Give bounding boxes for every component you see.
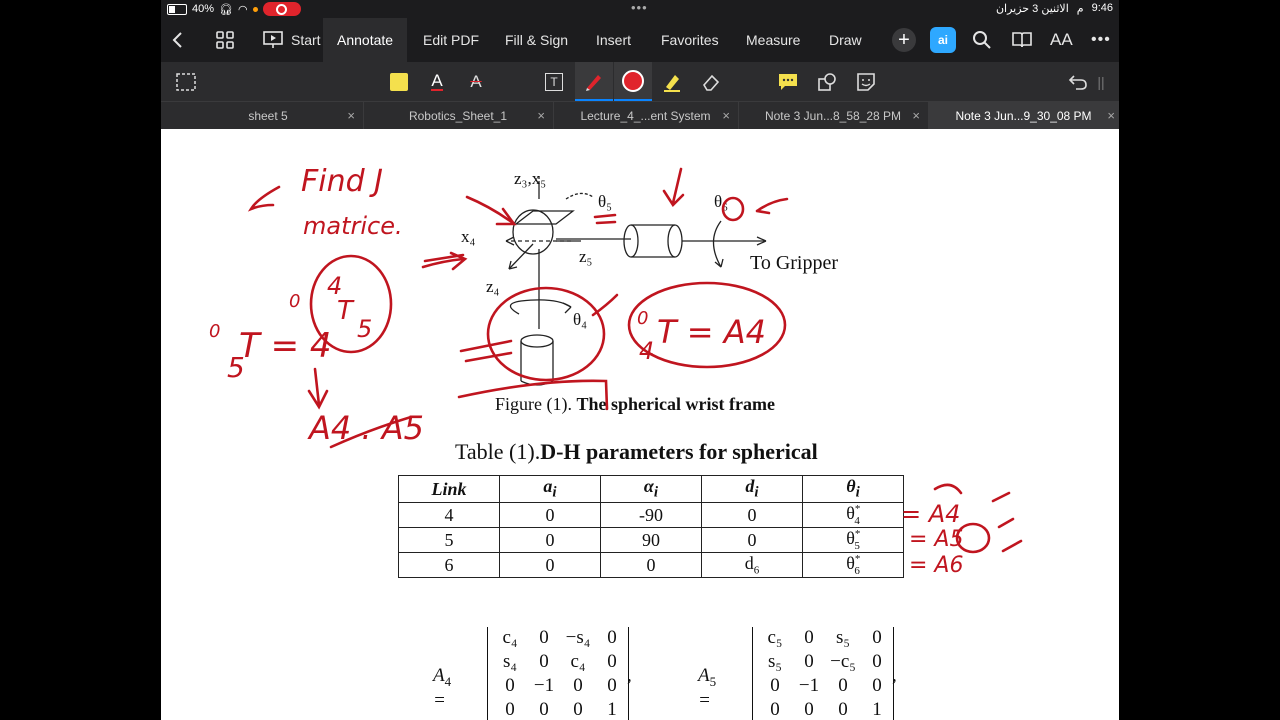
matrix-comma: , bbox=[627, 665, 632, 686]
ink-row6: = A6 bbox=[909, 553, 964, 578]
highlighter-tool[interactable] bbox=[653, 62, 691, 101]
textbox-icon: T bbox=[545, 73, 563, 91]
ink-eq-mid-sup: 0 bbox=[289, 291, 301, 312]
orange-dot-icon bbox=[253, 7, 258, 12]
label-theta5: θ₅ bbox=[598, 192, 613, 211]
label-z3x5: z₃,x₅ bbox=[514, 169, 547, 188]
header-text: Link bbox=[431, 478, 467, 499]
table-caption-prefix: Table (1). bbox=[455, 439, 541, 464]
shape-tool[interactable] bbox=[808, 62, 846, 101]
cell-a: 0 bbox=[500, 503, 601, 528]
ink-right-sub: 4 bbox=[639, 337, 655, 365]
matrix-cell: 0 bbox=[539, 699, 549, 720]
tab-favorites[interactable] bbox=[647, 18, 733, 62]
header-text: d bbox=[745, 476, 755, 497]
eraser-tool[interactable] bbox=[692, 62, 730, 101]
tab-label: Edit PDF bbox=[423, 32, 480, 48]
ink-circle-bottom: 5 bbox=[357, 315, 373, 343]
ink-eq-result: A4 . A5 bbox=[309, 409, 425, 447]
matrix-cell: s₅ bbox=[767, 651, 783, 672]
plus-icon: + bbox=[892, 28, 916, 52]
header-sub: i bbox=[754, 484, 759, 501]
matrix-cell: 0 bbox=[872, 675, 882, 696]
matrix-cell: 0 bbox=[539, 651, 549, 672]
matrix-comma: , bbox=[892, 665, 897, 686]
presentation-icon bbox=[263, 31, 283, 49]
lasso-icon bbox=[176, 73, 196, 91]
note-tool[interactable] bbox=[380, 62, 418, 101]
close-icon[interactable]: × bbox=[537, 108, 545, 123]
ink-right-sup: 0 bbox=[637, 308, 649, 329]
chevron-left-icon bbox=[171, 31, 185, 49]
label-to-gripper: To Gripper bbox=[750, 252, 839, 274]
matrix-cell: 0 bbox=[607, 675, 617, 696]
font-size-icon: AA bbox=[1050, 30, 1073, 49]
drag-handle-icon: || bbox=[1097, 73, 1105, 90]
ink-find-j: Find J bbox=[301, 164, 384, 199]
matrix-cell: −c₅ bbox=[830, 651, 856, 672]
doc-tab-robotics-sheet1[interactable] bbox=[363, 102, 554, 130]
matrix-cell: 0 bbox=[872, 651, 882, 672]
document-page[interactable] bbox=[161, 129, 1119, 720]
ink-circle-mid: T bbox=[337, 296, 353, 326]
cell-theta-symbol: θ bbox=[846, 528, 855, 549]
label-theta6: θ₆ bbox=[714, 192, 729, 211]
matrix-cell: −1 bbox=[798, 675, 820, 696]
matrix-cell: s₅ bbox=[835, 627, 851, 648]
cell-alpha: -90 bbox=[601, 503, 702, 528]
comment-tool[interactable] bbox=[769, 62, 807, 101]
start-button[interactable] bbox=[253, 18, 331, 62]
pen-color-swatch[interactable] bbox=[614, 62, 652, 101]
cell-d-sub: 6 bbox=[753, 564, 760, 577]
textbox-tool[interactable] bbox=[535, 62, 573, 101]
battery-percent: 40% bbox=[192, 3, 215, 15]
header-text: θ bbox=[846, 476, 856, 497]
matrix-cell: 0 bbox=[872, 627, 882, 648]
screen-record-icon[interactable] bbox=[263, 2, 301, 16]
cell-star: * bbox=[854, 503, 861, 516]
matrix-cell: s₄ bbox=[502, 651, 518, 672]
matrix-A5-name: $A_5$ = bbox=[698, 665, 717, 711]
status-time: 9:46 bbox=[1091, 2, 1113, 14]
doc-tab-label: Lecture_4_...ent System bbox=[580, 109, 711, 123]
header-sub: i bbox=[552, 484, 557, 501]
cell-link: 6 bbox=[399, 553, 500, 578]
header-text: a bbox=[543, 476, 553, 497]
cell-alpha: 90 bbox=[601, 528, 702, 553]
matrix-cell: 0 bbox=[505, 699, 515, 720]
ink-eq-mid: T = 4 bbox=[239, 326, 332, 366]
ai-button[interactable] bbox=[930, 18, 956, 62]
cell-theta-sub: 6 bbox=[854, 564, 860, 577]
add-button[interactable] bbox=[892, 18, 916, 62]
label-z5: z₅ bbox=[579, 247, 593, 266]
highlighter-icon bbox=[661, 71, 683, 93]
battery-icon bbox=[167, 4, 187, 15]
lasso-select-tool[interactable] bbox=[167, 62, 205, 101]
cell-d-symbol: d bbox=[744, 553, 754, 574]
label-theta4: θ₄ bbox=[573, 310, 588, 329]
doc-tab-note-1[interactable] bbox=[738, 102, 929, 130]
ink-eq-sup: 0 bbox=[209, 321, 221, 342]
header-sub: i bbox=[855, 484, 860, 501]
more-button[interactable] bbox=[1091, 18, 1111, 62]
tab-label: Draw bbox=[829, 32, 862, 48]
cell-star: * bbox=[854, 528, 861, 541]
start-label: Start bbox=[291, 32, 321, 48]
cell-a: 0 bbox=[500, 553, 601, 578]
tab-annotate[interactable] bbox=[323, 18, 407, 62]
text-color-tool[interactable] bbox=[418, 62, 456, 101]
tab-measure[interactable] bbox=[732, 18, 814, 62]
close-icon[interactable]: × bbox=[347, 108, 355, 123]
matrix-cell: c₅ bbox=[767, 627, 783, 648]
cell-theta-symbol: θ bbox=[846, 503, 855, 524]
status-date: الاثنين 3 حزيران bbox=[995, 3, 1069, 15]
tab-label: Measure bbox=[746, 32, 801, 48]
toolbar-handle[interactable] bbox=[1091, 62, 1111, 101]
header-sub: i bbox=[653, 484, 659, 501]
cell-a: 0 bbox=[500, 528, 601, 553]
font-size-button[interactable] bbox=[1050, 18, 1073, 62]
more-icon: ••• bbox=[1091, 31, 1111, 48]
figure-caption-prefix: Figure (1). bbox=[495, 394, 577, 414]
sticker-tool[interactable] bbox=[847, 62, 885, 101]
matrix-cell: −s₄ bbox=[565, 627, 591, 648]
tab-label: Annotate bbox=[337, 32, 394, 48]
close-icon[interactable]: × bbox=[722, 108, 730, 123]
matrix-cell: 0 bbox=[607, 627, 617, 648]
label-x4: x₄ bbox=[461, 227, 476, 246]
reader-view-button[interactable] bbox=[1011, 18, 1033, 62]
annotate-toolbar bbox=[161, 62, 1119, 101]
doc-tab-label: Note 3 Jun...9_30_08 PM bbox=[955, 109, 1092, 123]
strikethrough-icon: A bbox=[470, 71, 482, 91]
matrix-cell: 0 bbox=[770, 699, 780, 720]
red-color-icon bbox=[622, 70, 644, 92]
header-text: α bbox=[643, 476, 654, 497]
table-caption-title: D-H parameters for spherical bbox=[540, 439, 818, 464]
cell-theta-sub: 4 bbox=[854, 514, 860, 527]
close-icon[interactable]: × bbox=[912, 108, 920, 123]
shapes-icon bbox=[816, 71, 838, 93]
text-icon: A bbox=[431, 70, 443, 90]
tab-insert[interactable] bbox=[582, 18, 645, 62]
matrix-cell: 0 bbox=[838, 699, 848, 720]
matrix-cell: −1 bbox=[533, 675, 555, 696]
matrix-A4-name: $A_4$ = bbox=[433, 665, 452, 711]
figure-caption-title: The spherical wrist frame bbox=[576, 394, 775, 414]
matrix-cell: 0 bbox=[804, 699, 814, 720]
ink-row4: = A4 bbox=[901, 500, 961, 528]
matrix-cell: 0 bbox=[838, 675, 848, 696]
doc-tab-sheet5[interactable] bbox=[173, 102, 364, 130]
grid-view-button[interactable] bbox=[215, 18, 235, 62]
matrix-cell: 0 bbox=[573, 675, 583, 696]
search-button[interactable] bbox=[972, 18, 992, 62]
ink-right-eq: T = A4 bbox=[657, 313, 766, 351]
wifi-icon: ◠ bbox=[238, 3, 248, 16]
ink-annotations bbox=[161, 129, 1119, 720]
doc-tab-label: Robotics_Sheet_1 bbox=[408, 109, 508, 123]
doc-tab-label: Note 3 Jun...8_58_28 PM bbox=[764, 109, 902, 123]
eraser-icon bbox=[700, 71, 722, 93]
tab-label: Insert bbox=[596, 32, 632, 48]
matrix-cell: 0 bbox=[505, 675, 515, 696]
comment-icon bbox=[777, 72, 799, 92]
sticky-note-icon bbox=[390, 73, 408, 91]
tab-draw[interactable] bbox=[815, 18, 876, 62]
pen-tool[interactable] bbox=[575, 62, 613, 101]
matrix-cell: 0 bbox=[804, 651, 814, 672]
doc-tab-lecture4[interactable] bbox=[553, 102, 739, 130]
headphones-icon: 🎧︎ bbox=[219, 3, 233, 16]
ink-circle-top: 4 bbox=[327, 272, 343, 300]
document-tab-bar bbox=[161, 101, 1119, 130]
cell-d: 0 bbox=[702, 528, 803, 553]
doc-tab-label: sheet 5 bbox=[248, 109, 288, 123]
cell-d: 0 bbox=[702, 503, 803, 528]
close-icon[interactable]: × bbox=[1107, 108, 1115, 123]
tab-label: Fill & Sign bbox=[505, 32, 569, 48]
grid-icon bbox=[215, 30, 235, 50]
tab-fill-sign[interactable] bbox=[491, 18, 582, 62]
status-ampm: م bbox=[1076, 3, 1084, 15]
matrix-cell: 0 bbox=[607, 651, 617, 672]
main-toolbar bbox=[161, 18, 1119, 62]
ai-icon: ai bbox=[930, 27, 956, 53]
status-bar bbox=[161, 0, 1119, 18]
ink-matrice: matrice. bbox=[303, 212, 403, 240]
cell-link: 5 bbox=[399, 528, 500, 553]
ink-eq-sub: 5 bbox=[227, 351, 245, 384]
multitask-dots-icon[interactable]: ••• bbox=[631, 0, 648, 15]
undo-icon bbox=[1068, 73, 1088, 91]
matrix-cell: 0 bbox=[539, 627, 549, 648]
pdf-app-window bbox=[161, 0, 1119, 720]
matrix-cell: c₄ bbox=[570, 651, 586, 672]
tab-label: Favorites bbox=[661, 32, 719, 48]
cell-star: * bbox=[854, 553, 861, 566]
pen-icon bbox=[583, 70, 605, 92]
matrix-cell: 1 bbox=[872, 699, 882, 720]
back-button[interactable] bbox=[171, 18, 185, 62]
matrix-cell: 1 bbox=[607, 699, 617, 720]
book-icon bbox=[1011, 31, 1033, 49]
matrix-cell: 0 bbox=[573, 699, 583, 720]
matrix-cell: c₄ bbox=[502, 627, 518, 648]
doc-tab-note-2[interactable] bbox=[928, 102, 1119, 130]
sticker-icon bbox=[855, 71, 877, 93]
search-icon bbox=[972, 30, 992, 50]
tab-edit-pdf[interactable] bbox=[409, 18, 493, 62]
cell-theta-symbol: θ bbox=[846, 553, 855, 574]
cell-alpha: 0 bbox=[601, 553, 702, 578]
strikethrough-tool[interactable] bbox=[457, 62, 495, 101]
cell-theta-sub: 5 bbox=[854, 539, 860, 552]
matrix-cell: 0 bbox=[770, 675, 780, 696]
cell-link: 4 bbox=[399, 503, 500, 528]
matrix-cell: 0 bbox=[804, 627, 814, 648]
label-z4: z₄ bbox=[486, 277, 500, 296]
ink-row5: = A5 bbox=[909, 527, 964, 552]
